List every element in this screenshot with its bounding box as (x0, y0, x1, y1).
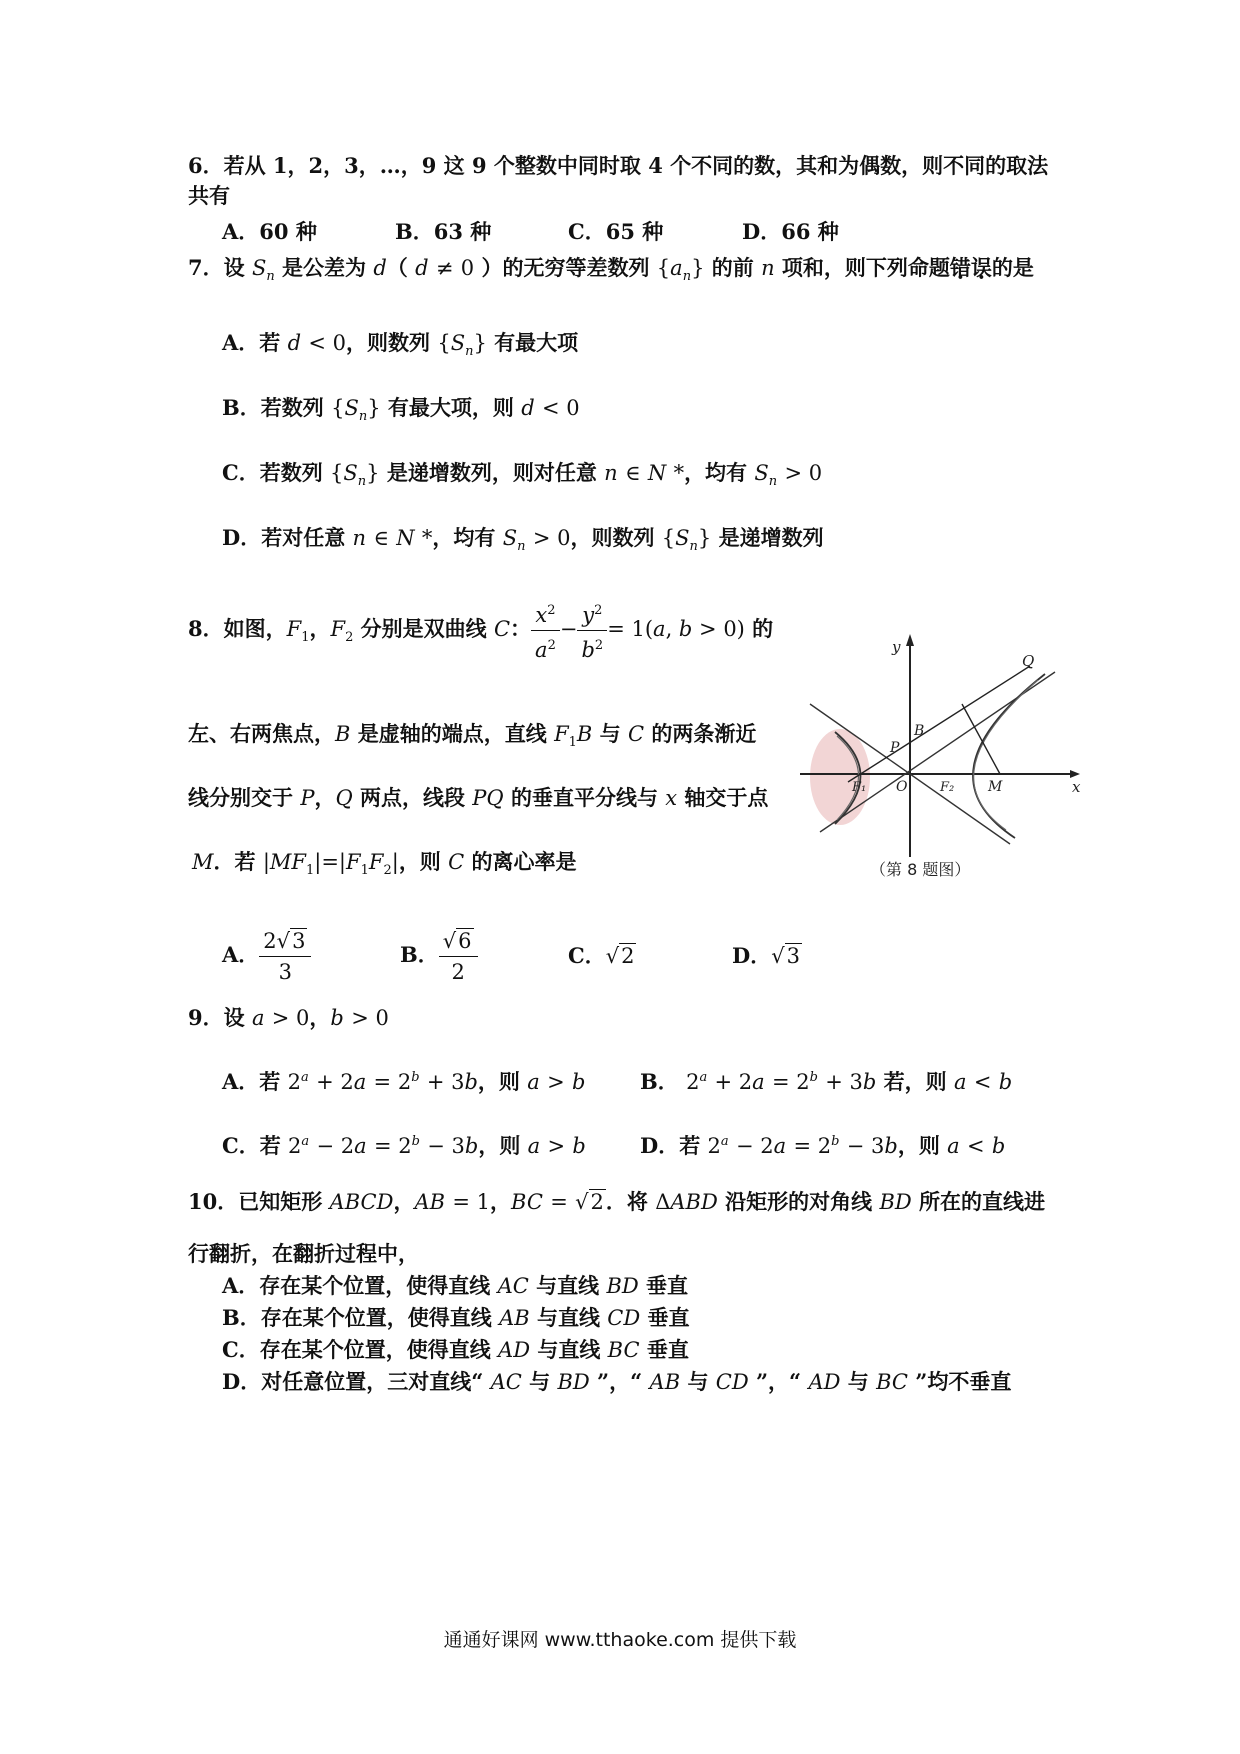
q9-option-a: A．若 $2^a + 2a = 2^b + 3b$，则 a > b (222, 1069, 586, 1094)
y-axis-arrow (906, 634, 914, 646)
q6-option-d: D．66 种 (742, 219, 839, 244)
q8-line2: 左、右两焦点，B 是虚轴的端点，直线 $F_1B$ 与 C 的两条渐近 (188, 721, 757, 751)
q7-stem: 7．设 $S_n$ 是公差为 d（ d ≠ 0 ）的无穷等差数列 $\{a_n\}$ 的前 n 项和，则下列命题错误的是 (188, 255, 1034, 285)
q8-option-a: A． $\frac{2√3}{3}$ (222, 926, 311, 987)
label-o: O (896, 779, 908, 795)
q10-number: 10． (188, 1189, 239, 1214)
figure-caption: （第 8 题图） (870, 860, 971, 879)
line-f1-q (848, 666, 1030, 782)
q6-line1: 6．若从 1，2，3，…，9 这 9 个整数中同时取 4 个不同的数，其和为偶数，则不同的取法 (188, 153, 1049, 178)
q9-number: 9． (188, 1005, 224, 1030)
q6-option-a: A．60 种 (222, 219, 317, 244)
fraction-y2-b2: $\frac{y^2}{b^2}$ (577, 596, 607, 665)
q7-option-c: C．若数列 $\{S_n\}$ 是递增数列，则对任意 n ∈ N *，均有 $S_n > 0$ (222, 460, 823, 490)
q10-option-d: D．对任意位置，三对直线“ AC 与 BD ”，“ AB 与 CD ”，“ AD 与 BC ”均不垂直 (222, 1369, 1012, 1394)
x-axis-arrow (1070, 770, 1080, 778)
hyperbola-figure (800, 632, 1090, 882)
q7-option-d: D．若对任意 n ∈ N *，均有 $S_n > 0$，则数列 $\{S_n\}$ 是递增数列 (222, 525, 824, 555)
q6-line2: 共有 (188, 183, 230, 208)
q10-option-b: B．存在某个位置，使得直线 AB 与直线 CD 垂直 (222, 1305, 690, 1330)
q7-option-b: B．若数列 $\{S_n\}$ 有最大项，则 d < 0 (222, 395, 580, 425)
q8-option-b: B． $\frac{√6}{2}$ (400, 926, 478, 987)
q9-option-d: D．若 $2^a - 2a = 2^b - 3b$，则 a < b (640, 1133, 1006, 1158)
q8-line4: M．若 $|MF_1|=|F_1F_2|$，则 C 的离心率是 (192, 849, 577, 879)
label-f2: F₂ (940, 780, 955, 795)
q8-option-d: D．√3 (732, 943, 800, 968)
q10-line1: 10．已知矩形 ABCD，AB = 1，BC = √2．将 ΔABD 沿矩形的对角线 BD 所在的直线进 (188, 1189, 1046, 1214)
label-y: y (892, 638, 901, 656)
label-f1: F₁ (852, 780, 867, 795)
q8-option-c: C．√2 (568, 943, 635, 968)
q9-stem: 9．设 a > 0，b > 0 (188, 1005, 389, 1030)
q8-line1: 8．如图，$F_1$，$F_2$ 分别是双曲线 C： $\frac{x^2}{a^2}$ − $\frac{y^2}{b^2}$ = 1(a, b > 0) 的 (188, 596, 773, 665)
label-x: x (1072, 778, 1081, 796)
q8-number: 8． (188, 616, 224, 641)
footer-credit: 通通好课网 www.tthaoke.com 提供下载 (443, 1629, 797, 1651)
hyperbola-right-branch-inner (974, 680, 1038, 830)
fraction-x2-a2: $\frac{x^2}{a^2}$ (531, 596, 560, 665)
q7-option-a: A．若 d < 0，则数列 $\{S_n\}$ 有最大项 (222, 330, 579, 360)
q8-line3: 线分别交于 P，Q 两点，线段 PQ 的垂直平分线与 x 轴交于点 (188, 785, 769, 810)
perpendicular-bisector (962, 704, 1000, 774)
q10-option-a: A．存在某个位置，使得直线 AC 与直线 BD 垂直 (222, 1273, 689, 1298)
label-b: B (914, 723, 925, 739)
q9-option-c: C．若 $2^a - 2a = 2^b - 3b$，则 a > b (222, 1133, 586, 1158)
hyperbola-right-branch (973, 674, 1045, 838)
label-q: Q (1022, 652, 1035, 670)
q9-option-b: B． $2^a + 2a = 2^b + 3b$ 若，则 a < b (640, 1069, 1013, 1094)
label-p: P (890, 740, 900, 756)
label-m: M (988, 779, 1003, 795)
q10-option-c: C．存在某个位置，使得直线 AD 与直线 BC 垂直 (222, 1337, 689, 1362)
q10-line2: 行翻折，在翻折过程中， (188, 1241, 419, 1266)
q6-option-b: B．63 种 (395, 219, 492, 244)
q6-option-c: C．65 种 (568, 219, 664, 244)
q7-number: 7． (188, 255, 224, 280)
